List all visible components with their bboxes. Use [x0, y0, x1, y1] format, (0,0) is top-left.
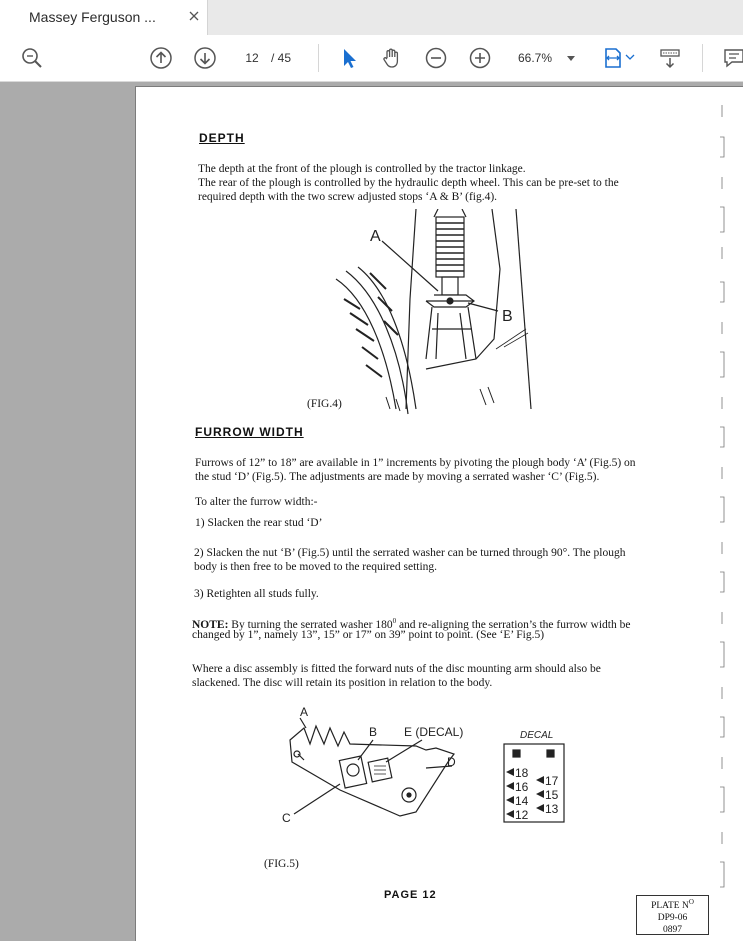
fig5-label-c: C [282, 811, 291, 825]
decal-16: 16 [515, 780, 529, 794]
page-footer-number: PAGE 12 [384, 889, 437, 901]
document-tab[interactable] [0, 0, 208, 35]
fig5-label-a: A [300, 705, 309, 719]
plate-code: DP9-06 [657, 913, 688, 924]
select-cursor-icon[interactable] [337, 46, 361, 70]
fig5-label-e: E (DECAL) [404, 725, 464, 739]
zoom-value: 66.7% [518, 51, 553, 65]
note-label: NOTE: [192, 618, 229, 631]
search-icon[interactable] [20, 46, 44, 70]
plate-label: PLATE N [651, 901, 689, 912]
fit-page-icon[interactable] [602, 46, 638, 70]
decal-title: DECAL [520, 730, 554, 741]
depth-line-3: required depth with the two screw adjusted stops ‘A & B’ (fig.4). [198, 191, 498, 203]
toolbar [0, 35, 743, 82]
fig4-label-b: B [502, 308, 513, 325]
furrow-disc-line-1: Where a disc assembly is fitted the forward nuts of the disc mounting arm should also be [192, 663, 601, 675]
fig5-caption: (FIG.5) [264, 858, 299, 870]
hand-pan-icon[interactable] [380, 46, 404, 70]
note-text-a: By turning the serrated washer 180 [228, 618, 393, 631]
close-icon[interactable] [186, 8, 202, 24]
toolbar-divider [318, 44, 319, 72]
depth-heading: DEPTH [199, 131, 245, 145]
furrow-step-3: 3) Retighten all studs fully. [194, 588, 319, 600]
furrow-p1-line-1: Furrows of 12” to 18” are available in 1” increments by pivoting the plough body ‘A’ (Fig.5) on [195, 457, 636, 469]
decal-14: 14 [515, 794, 529, 808]
decal-18: 18 [515, 766, 529, 780]
furrow-step-1: 1) Slacken the rear stud ‘D’ [195, 517, 323, 529]
scroll-mode-icon[interactable] [658, 46, 682, 70]
decal-13: 13 [545, 802, 559, 816]
decal-17: 17 [545, 774, 559, 788]
furrow-note-line-2: changed by 1”, namely 13”, 15” or 17” on 39” point to point. (See ‘E’ Fig.5) [192, 629, 545, 641]
plate-number-box [636, 895, 709, 935]
plate-date: 0897 [663, 925, 682, 936]
page-down-icon[interactable] [193, 46, 217, 70]
chevron-down-icon [567, 56, 575, 61]
binder-margin-marks [716, 97, 736, 937]
fig4-label-a: A [370, 228, 381, 245]
tab-bar [0, 0, 743, 35]
note-degree: 0 [392, 617, 397, 625]
comment-icon[interactable] [722, 46, 743, 70]
furrow-alter: To alter the furrow width:- [195, 496, 318, 508]
note-text-b: and re-aligning the serration’s the furrow width be [396, 618, 631, 631]
fig5-label-d: D [447, 755, 456, 769]
page-number-input[interactable] [235, 46, 269, 70]
plate-label-sup: O [688, 898, 694, 906]
document-viewport[interactable] [0, 82, 743, 941]
toolbar-divider [702, 44, 703, 72]
zoom-in-icon[interactable] [468, 46, 492, 70]
figure-4-diagram [326, 209, 536, 419]
depth-line-2: The rear of the plough is controlled by the hydraulic depth wheel. This can be pre-set to the [198, 177, 619, 189]
depth-line-1: The depth at the front of the plough is controlled by the tractor linkage. [198, 163, 526, 175]
zoom-dropdown[interactable] [508, 46, 582, 70]
zoom-out-icon[interactable] [424, 46, 448, 70]
furrow-disc-line-2: slackened. The disc will retain its position in relation to the body. [192, 677, 493, 689]
furrow-step-2-line-1: 2) Slacken the nut ‘B’ (Fig.5) until the serrated washer can be turned through 90°. The plough [194, 547, 626, 559]
page-total: / 45 [271, 51, 292, 65]
pdf-page [135, 86, 743, 941]
furrow-step-2-line-2: body is then free to be moved to the required setting. [194, 561, 438, 573]
fig5-label-b: B [369, 725, 378, 739]
tab-title: Massey Ferguson ... [29, 9, 156, 25]
decal-12: 12 [515, 808, 529, 822]
page-up-icon[interactable] [149, 46, 173, 70]
figure-5-diagram [276, 704, 596, 829]
furrow-heading: FURROW WIDTH [195, 425, 304, 439]
fig4-caption: (FIG.4) [307, 398, 342, 410]
furrow-p1-line-2: the stud ‘D’ (Fig.5). The adjustments are made by moving a serrated washer ‘C’ (Fig.5). [195, 471, 600, 483]
decal-15: 15 [545, 788, 559, 802]
